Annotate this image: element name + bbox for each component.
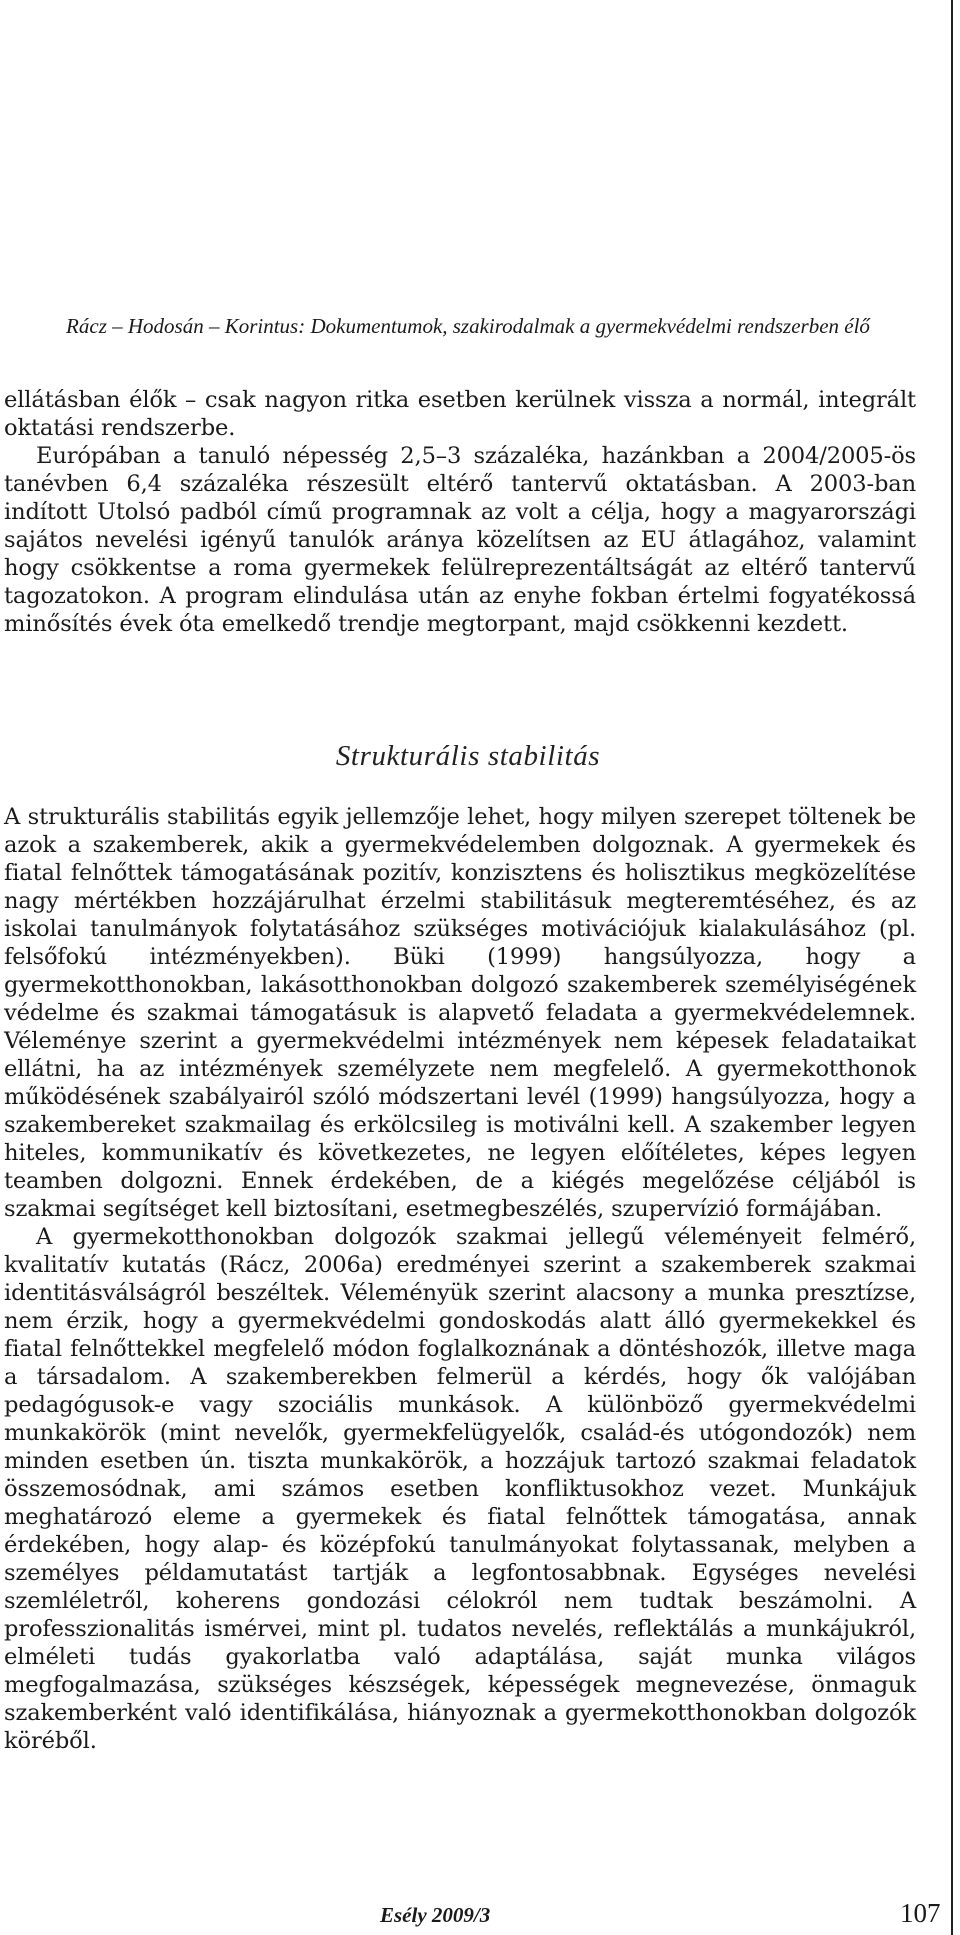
section-heading: Strukturális stabilitás (335, 740, 601, 772)
paragraph: A strukturális stabilitás egyik jellemzője lehet, hogy milyen szerepet töltenek be azok a szakemberek, akik a gyermekvédelemben dolgoznak. A gyermekek és fiatal felnőttek támogatásának pozitív, konzisztens és holisztikus megközelítése nagy mértékben hozzájárulhat érzelmi stabilitásuk megteremtéséhez, és az iskolai tanulmányok folytatásához szükséges motivációjuk kialakulásához (pl. felsőfokú intézményekben). Büki (1999) hangsúlyozza, hogy a gyermekotthonokban, lakásotthonokban dolgozó szakemberek személyiségének védelme és szakmai támogatásuk is alapvető feladata a gyermekvédelemnek. Véleménye szerint a gyermekvédelmi intézmények nem képesek feladataikat ellátni, ha az intézmények személyzete nem megfelelő. A gyermekotthonok működésének szabályairól szóló módszertani levél (1999) hangsúlyozza, hogy a szakembereket szakmailag és erkölcsileg is motiválni kell. A szakember legyen hiteles, kommunikatív és következetes, ne legyen előítéletes, képes legyen teamben dolgozni. Ennek érdekében, de a kiégés megelőzése céljából is szakmai segítséget kell biztosítani, esetmegbeszélés, szupervízió formájában. (4, 804, 916, 1222)
margin-rule (951, 0, 953, 1935)
paragraph: Európában a tanuló népesség 2,5–3 százaléka, hazánkban a 2004/2005-ös tanévben 6,4 százaléka részesült eltérő tantervű oktatásban. A 2003-ban indított Utolsó padból című programnak az volt a célja, hogy a magyarországi sajátos nevelési igényű tanulók aránya közelítsen az EU átlagához, valamint hogy csökkentse a roma gyermekek felülreprezentáltságát az eltérő tantervű tagozatokon. A program elindulása után az enyhe fokban értelmi fogyatékossá minősítés évek óta emelkedő trendje megtorpant, majd csökkenni kezdett. (4, 443, 916, 637)
text-block-intro (4, 386, 916, 638)
text-block-section (4, 803, 916, 1755)
page-number: 107 (900, 1898, 941, 1928)
paragraph: A gyermekotthonokban dolgozók szakmai jellegű véleményeit felmérő, kvalitatív kutatás (Rácz, 2006a) eredményei szerint a szakemberek szakmai identitásválságról beszéltek. Véleményük szerint alacsony a munka presztízse, nem érzik, hogy a gyermekvédelmi gondoskodás alatt álló gyermekekkel és fiatal felnőttekkel megfelelő módon foglalkoznának a döntéshozók, illetve maga a társadalom. A szakemberekben felmerül a kérdés, hogy ők valójában pedagógusok-e vagy szociális munkások. A különböző gyermekvédelmi munkakörök (mint nevelők, gyermekfelügyelők, család-és utógondozók) nem minden esetben ún. tiszta munkakörök, a hozzájuk tartozó szakmai feladatok összemosódnak, ami számos esetben konfliktusokhoz vezet. Munkájuk meghatározó eleme a gyermekek és fiatal felnőttek támogatása, annak érdekében, hogy alap- és középfokú tanulmányokat folytassanak, melyben a személyes példamutatást tartják a legfontosabbnak. Egységes nevelési szemléletről, koherens gondozási célokról nem tudtak beszámolni. A professzionalitás ismérvei, mint pl. tudatos nevelés, reflektálás a munkájukról, elméleti tudás gyakorlatba való adaptálása, saját munka világos megfogalmazása, szükséges készségek, képességek megnevezése, önmaguk szakemberként való identifikálása, hiányoznak a gyermekotthonokban dolgozók köréből. (4, 1224, 916, 1754)
running-head: Rácz – Hodosán – Korintus: Dokumentumok, szakirodalmak a gyermekvédelmi rendszerben élő (66, 314, 870, 338)
paragraph: ellátásban élők – csak nagyon ritka esetben kerülnek vissza a normál, integrált oktatási rendszerbe. (4, 387, 916, 441)
journal-issue: Esély 2009/3 (380, 1903, 491, 1927)
